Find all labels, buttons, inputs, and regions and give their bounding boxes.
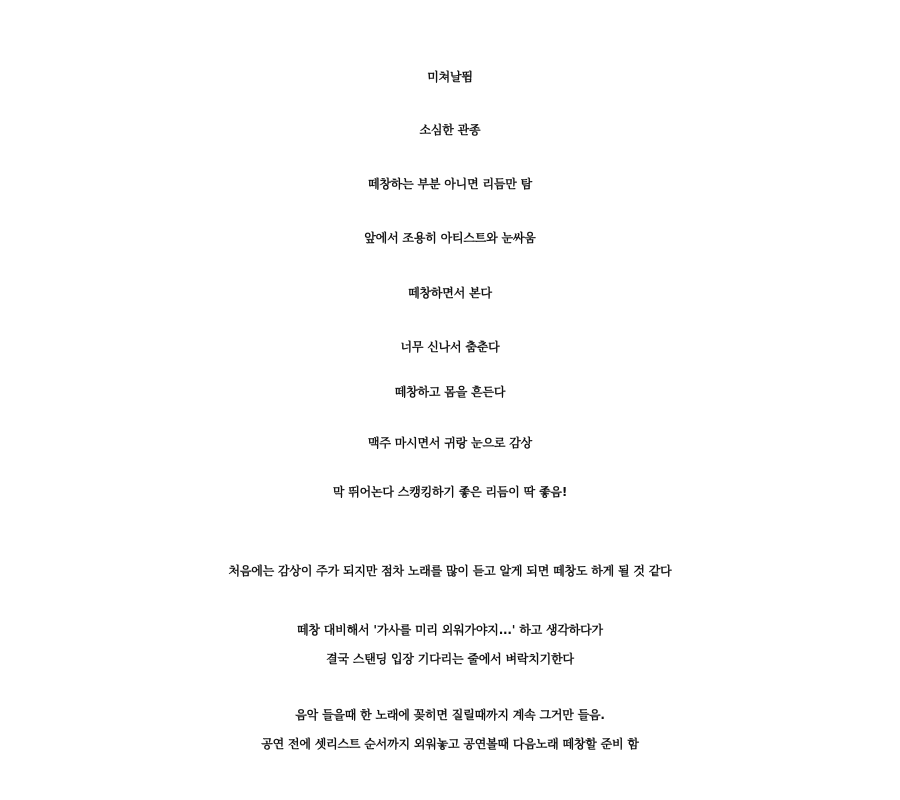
text-line-7: 떼창하고 몸을 흔든다 — [394, 385, 506, 399]
text-line-1: 미쳐날뜀 — [427, 70, 473, 84]
text-line-6: 너무 신나서 춤춘다 — [400, 340, 500, 354]
text-line-10: 처음에는 감상이 주가 되지만 점차 노래를 많이 듣고 알게 되면 떼창도 하게 될 것 같다 — [228, 564, 672, 578]
text-line-11: 떼창 대비해서 '가사를 미리 외워가야지...' 하고 생각하다가 — [297, 623, 603, 637]
text-line-3: 떼창하는 부분 아니면 리듬만 탐 — [367, 177, 532, 191]
text-line-8: 맥주 마시면서 귀랑 눈으로 감상 — [367, 436, 532, 450]
text-line-14: 공연 전에 셋리스트 순서까지 외워놓고 공연볼때 다음노래 떼창할 준비 함 — [261, 737, 639, 751]
text-line-13: 음악 들을때 한 노래에 꽂히면 질릴때까지 계속 그거만 들음. — [295, 708, 605, 722]
text-line-2: 소심한 관종 — [419, 123, 481, 137]
text-line-9: 막 뛰어논다 스캥킹하기 좋은 리듬이 딱 좋음! — [332, 485, 568, 499]
text-line-12: 결국 스탠딩 입장 기다리는 줄에서 벼락치기한다 — [326, 652, 574, 666]
text-line-5: 떼창하면서 본다 — [408, 286, 492, 300]
text-line-4: 앞에서 조용히 아티스트와 눈싸움 — [364, 231, 536, 245]
